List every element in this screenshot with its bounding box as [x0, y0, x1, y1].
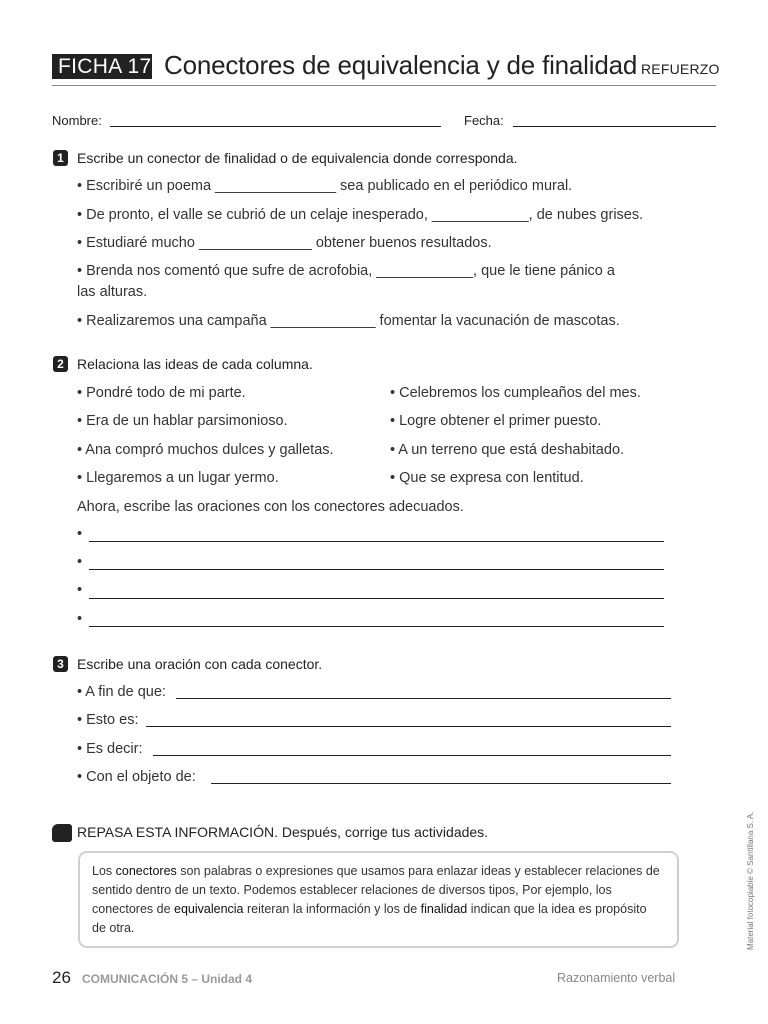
answer-line[interactable] [89, 569, 664, 570]
exercise-number-badge: 1 [53, 150, 68, 166]
exercise-1-item: • De pronto, el valle se cubrió de un celaje inesperado, ____________, de nubes grises. [77, 207, 644, 223]
exercise-3-instruction: Escribe una oración con cada conector. [77, 656, 323, 672]
header-divider [52, 85, 716, 86]
answer-line[interactable] [89, 598, 664, 599]
section-label: Razonamiento verbal [557, 971, 676, 985]
book-unit-label: COMUNICACIÓN 5 – Unidad 4 [82, 972, 253, 986]
connector-answer-line[interactable] [211, 783, 671, 784]
keyword: finalidad [420, 902, 468, 916]
right-column-idea: • Celebremos los cumpleaños del mes. [390, 385, 641, 401]
right-column-idea: • Que se expresa con lentitud. [390, 470, 584, 486]
name-label: Nombre: [52, 113, 102, 128]
answer-bullet: • [77, 582, 83, 598]
ficha-badge: FICHA 17 [52, 54, 152, 79]
keyword: conectores [115, 864, 177, 878]
answer-bullet: • [77, 554, 83, 570]
connector-prompt: • Es decir: [77, 741, 143, 757]
answer-line[interactable] [89, 541, 664, 542]
date-field[interactable] [513, 126, 716, 127]
connector-prompt: • Esto es: [77, 712, 139, 728]
answer-bullet: • [77, 611, 83, 627]
review-badge [52, 824, 72, 842]
page-number: 26 [52, 968, 71, 987]
date-label: Fecha: [464, 113, 504, 128]
left-column-idea: • Era de un hablar parsimonioso. [77, 413, 288, 429]
exercise-1-item: • Realizaremos una campaña _____________ fomentar la vacunación de mascotas. [77, 313, 620, 329]
right-column-idea: • A un terreno que está deshabitado. [390, 442, 625, 458]
exercise-1-instruction: Escribe un conector de finalidad o de equivalencia donde corresponda. [77, 150, 518, 166]
name-field[interactable] [110, 126, 441, 127]
exercise-number-badge: 3 [53, 656, 68, 672]
left-column-idea: • Ana compró muchos dulces y galletas. [77, 442, 334, 458]
review-heading: REPASA ESTA INFORMACIÓN. Después, corrige tus actividades. [77, 824, 489, 840]
page-title: Conectores de equivalencia y de finalidad [164, 50, 638, 80]
exercise-1-item: • Estudiaré mucho ______________ obtener buenos resultados. [77, 235, 492, 251]
keyword: equivalencia [174, 902, 244, 916]
connector-prompt: • Con el objeto de: [77, 769, 196, 785]
left-column-idea: • Pondré todo de mi parte. [77, 385, 246, 401]
copyright-credit: Material fotocopiable © Santillana S. A. [746, 811, 755, 950]
right-column-idea: • Logre obtener el primer puesto. [390, 413, 602, 429]
connector-prompt: • A fin de que: [77, 684, 166, 700]
connector-answer-line[interactable] [146, 726, 671, 727]
level-label: REFUERZO [641, 61, 720, 77]
exercise-1-item: • Brenda nos comentó que sufre de acrofobia, ____________, que le tiene pánico a las alturas. [77, 263, 615, 300]
answer-line[interactable] [89, 626, 664, 627]
answer-bullet: • [77, 526, 83, 542]
left-column-idea: • Llegaremos a un lugar yermo. [77, 470, 279, 486]
connector-answer-line[interactable] [176, 698, 671, 699]
info-text: Los conectores son palabras o expresiones que usamos para enlazar ideas y establecer relaciones de sentido dentro de un texto. Podemos establecer relaciones de diversos tipos, Por ejemplo, los conectores de equivalencia reiteran la información y los de finalidad indican que la idea es propósito de otra. [92, 864, 660, 935]
exercise-number-badge: 2 [53, 356, 68, 372]
exercise-2-follow-up: Ahora, escribe las oraciones con los conectores adecuados. [77, 499, 464, 515]
connector-answer-line[interactable] [153, 755, 671, 756]
exercise-1-item: • Escribiré un poema _______________ sea publicado en el periódico mural. [77, 178, 573, 194]
exercise-2-instruction: Relaciona las ideas de cada columna. [77, 356, 313, 372]
